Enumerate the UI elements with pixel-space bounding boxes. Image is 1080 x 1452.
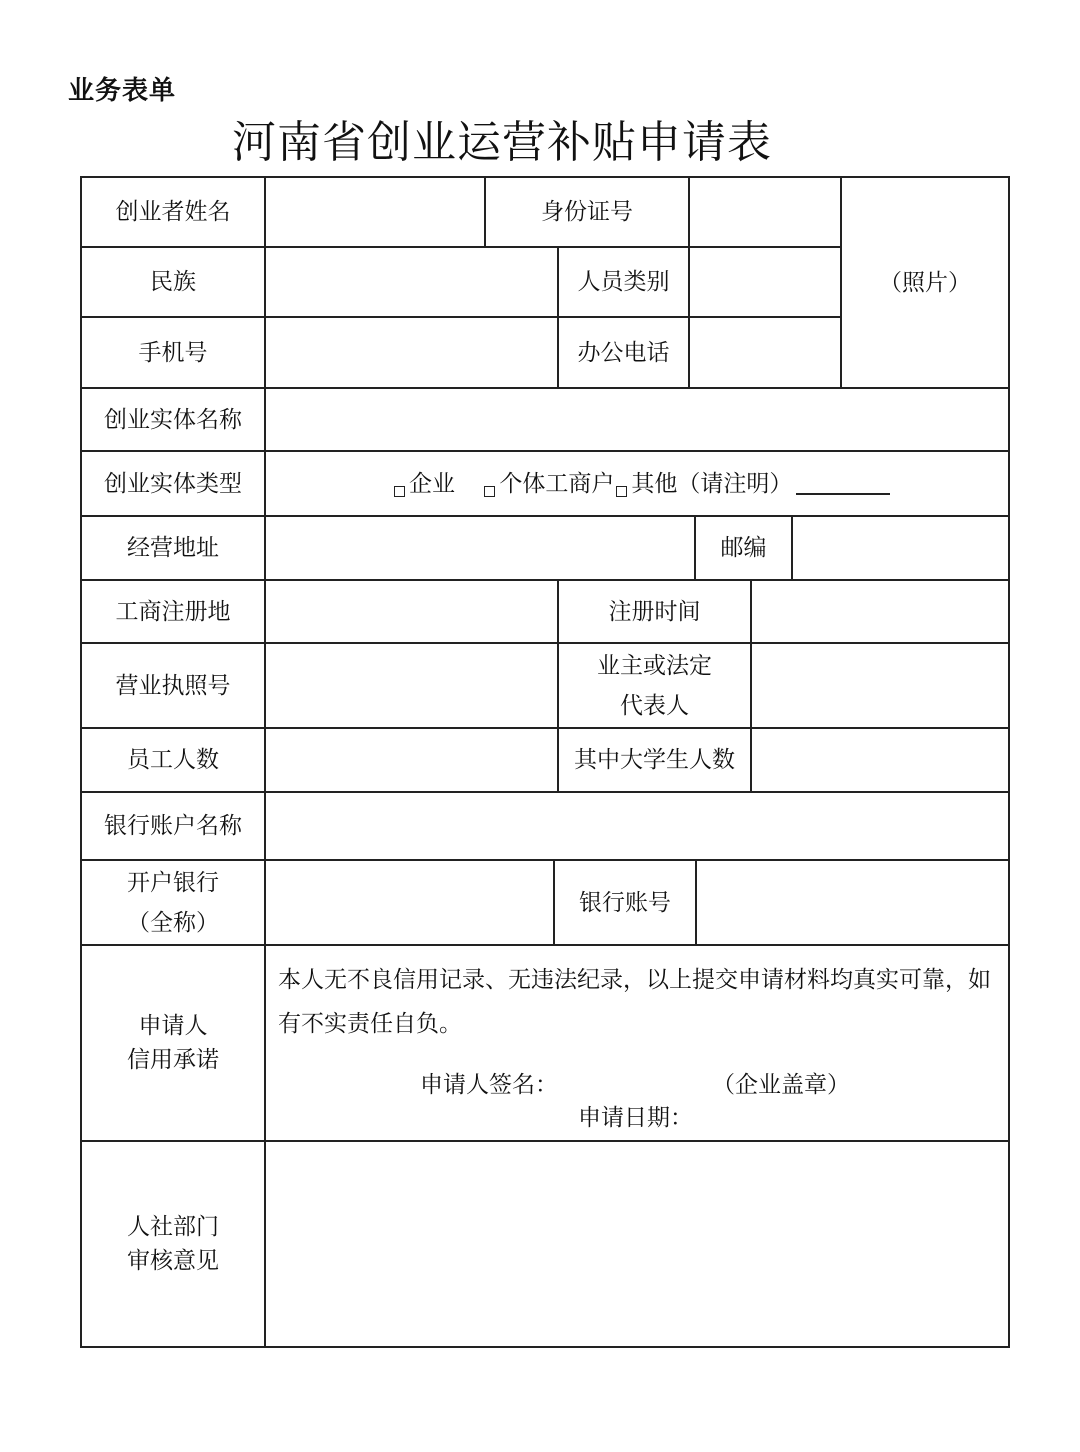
office-phone-label: 办公电话 [577, 339, 670, 366]
legal-rep-label-line2: 代表人 [620, 692, 689, 719]
office-phone-field[interactable] [690, 318, 840, 387]
grad-count-label: 其中大学生人数 [574, 747, 735, 773]
bank-name-label-line2: （全称） [127, 909, 219, 936]
bank-name-label-line1: 开户银行 [127, 869, 219, 896]
checkbox-individual-business[interactable] [484, 486, 495, 497]
seal-label: （企业盖章） [712, 1072, 850, 1098]
id-number-label: 身份证号 [541, 199, 633, 225]
bank-name-label [82, 861, 264, 944]
mobile-field[interactable] [266, 318, 557, 387]
entity-type-options [394, 466, 890, 502]
option-individual-business-label: 个体工商户 [499, 471, 615, 497]
grad-count-field[interactable] [752, 729, 1008, 791]
entity-name-label: 创业实体名称 [104, 406, 242, 433]
pledge-text: 本人无不良信用记录、无违法纪录，以上提交申请材料均真实可靠，如有不实责任自负。 [278, 967, 991, 1037]
person-type-field[interactable] [690, 248, 840, 316]
reg-place-label: 工商注册地 [115, 598, 231, 625]
business-form-label: 业务表单 [68, 76, 177, 106]
pledge-label-line2: 信用承诺 [127, 1047, 219, 1073]
pledge-label-line1: 申请人 [138, 1013, 208, 1039]
address-field[interactable] [266, 517, 694, 579]
legal-rep-label-line1: 业主或法定 [597, 652, 712, 679]
reg-place-field[interactable] [266, 581, 557, 642]
legal-rep-field[interactable] [752, 644, 1008, 727]
date-label: 申请日期： [578, 1105, 693, 1131]
pledge-label [82, 946, 264, 1140]
review-label-line1: 人社部门 [127, 1214, 219, 1240]
option-enterprise-label: 企业 [409, 471, 455, 497]
staff-count-label: 员工人数 [127, 747, 219, 773]
mobile-label: 手机号 [138, 339, 208, 366]
reg-time-label: 注册时间 [608, 598, 701, 625]
account-name-label: 银行账户名称 [104, 813, 242, 839]
entity-type-label: 创业实体类型 [104, 470, 242, 497]
license-no-label: 营业执照号 [115, 672, 231, 699]
person-type-label: 人员类别 [577, 269, 670, 295]
account-no-field[interactable] [697, 861, 1008, 944]
other-specify-blank[interactable] [796, 471, 890, 495]
signature-label: 申请人签名： [420, 1072, 558, 1098]
checkbox-enterprise[interactable] [394, 486, 405, 497]
address-label: 经营地址 [127, 535, 219, 561]
checkbox-other[interactable] [616, 486, 627, 497]
reg-time-field[interactable] [752, 581, 1008, 642]
bank-name-field[interactable] [266, 861, 553, 944]
postcode-field[interactable] [793, 517, 1008, 579]
staff-count-field[interactable] [266, 729, 557, 791]
form-title: 河南省创业运营补贴申请表 [232, 117, 772, 168]
entity-name-field[interactable] [266, 389, 1008, 450]
postcode-label: 邮编 [720, 535, 767, 561]
name-label: 创业者姓名 [115, 199, 231, 225]
id-number-field[interactable] [690, 178, 840, 246]
account-no-label: 银行账号 [579, 889, 671, 916]
ethnicity-label: 民族 [150, 269, 196, 295]
name-field[interactable] [266, 178, 484, 246]
review-label-line2: 审核意见 [127, 1248, 219, 1274]
legal-rep-label [559, 644, 750, 727]
photo-box[interactable]: （照片） [879, 269, 971, 296]
option-other-label: 其他（请注明） [631, 471, 793, 497]
review-label [82, 1142, 264, 1346]
ethnicity-field[interactable] [266, 248, 557, 316]
license-no-field[interactable] [266, 644, 557, 727]
review-opinion-field[interactable] [266, 1142, 1008, 1346]
account-name-field[interactable] [266, 793, 1008, 859]
